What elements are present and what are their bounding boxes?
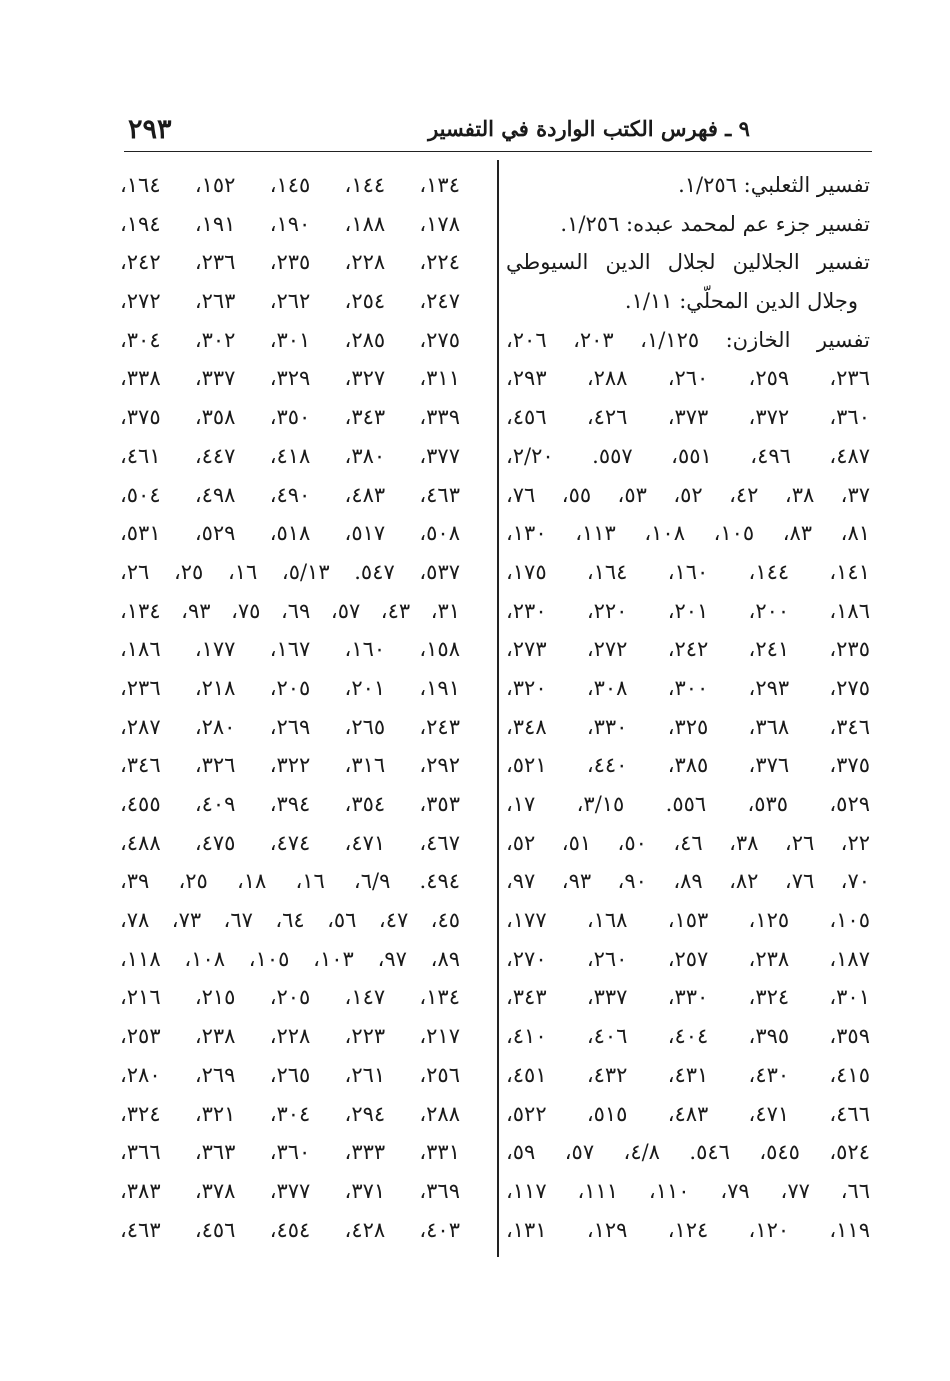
index-entry-line: تفسير جزء عم لمحمد عبده: ١/٢٥٦. bbox=[560, 211, 870, 236]
index-entry-line: ١٩١، ٢٠١، ٢٠٥، ٢١٨، ٢٣٦، bbox=[120, 675, 460, 700]
index-entry-line: ١٠٥، ١٢٥، ١٥٣، ١٦٨، ١٧٧، bbox=[506, 908, 870, 933]
index-entry-line: ٣٣١، ٣٣٣، ٣٦٠، ٣٦٣، ٣٦٦، bbox=[120, 1140, 460, 1165]
index-entry-line: ٤٥، ٤٧، ٥٦، ٦٤، ٦٧، ٧٣، ٧٨، bbox=[120, 908, 460, 933]
right-column bbox=[506, 166, 870, 1249]
index-entry-line: ٢٨٨، ٢٩٤، ٣٠٤، ٣٢١، ٣٢٤، bbox=[120, 1101, 460, 1126]
index-entry-line: ١٨٧، ٢٣٨، ٢٥٧، ٢٦٠، ٢٧٠، bbox=[506, 946, 870, 971]
index-entry-line: تفسير الخازن: ١/١٢٥، ٢٠٣، ٢٠٦، bbox=[506, 327, 870, 352]
index-entry-line: ٣٠١، ٣٢٤، ٣٣٠، ٣٣٧، ٣٤٣، bbox=[506, 985, 870, 1010]
index-entry-line: ٤٩٤. ٦/٩، ١٦، ١٨، ٢٥، ٣٩، bbox=[120, 869, 460, 894]
index-entry-line: ٨٩، ٩٧، ١٠٣، ١٠٥، ١٠٨، ١١٨، bbox=[120, 946, 460, 971]
index-entry-line: ٢٩٢، ٣١٦، ٣٢٢، ٣٢٦، ٣٤٦، bbox=[120, 753, 460, 778]
index-entry-line: ٢٤٣، ٢٦٥، ٢٦٩، ٢٨٠، ٢٨٧، bbox=[120, 714, 460, 739]
index-entry-line: ٢٣٦، ٢٥٩، ٢٦٠، ٢٨٨، ٢٩٣، bbox=[506, 366, 870, 391]
index-entry-line: ٥٠٨، ٥١٧، ٥١٨، ٥٢٩، ٥٣١، bbox=[120, 521, 460, 546]
index-entry-line: ١٣٤، ١٤٧، ٢٠٥، ٢١٥، ٢١٦، bbox=[120, 985, 460, 1010]
index-entry-line: ٣٧، ٣٨، ٤٢، ٥٢، ٥٣، ٥٥، ٧٦، bbox=[506, 482, 870, 507]
index-entry-line: ٣٥٩، ٣٩٥، ٤٠٤، ٤٠٦، ٤١٠، bbox=[506, 1024, 870, 1049]
index-entry-line: ١١٩، ١٢٠، ١٢٤، ١٢٩، ١٣١، bbox=[506, 1217, 870, 1242]
index-entry-line: ٤٨٧، ٤٩٦، ٥٥١، ٥٥٧. ٢/٢٠، bbox=[506, 443, 870, 468]
index-entry-line: ٤٦٦، ٤٧١، ٤٨٣، ٥١٥، ٥٢٢، bbox=[506, 1101, 870, 1126]
index-entry-line: ٥٢٤، ٥٤٥، ٥٤٦. ٤/٨، ٥٧، ٥٩، bbox=[506, 1140, 870, 1165]
index-entry-line: ١٥٨، ١٦٠، ١٦٧، ١٧٧، ١٨٦، bbox=[120, 637, 460, 662]
index-entry-line: ٣٦٩، ٣٧١، ٣٧٧، ٣٧٨، ٣٨٣، bbox=[120, 1178, 460, 1203]
index-entry-line: ٤١٥، ٤٣٠، ٤٣١، ٤٣٢، ٤٥١، bbox=[506, 1062, 870, 1087]
running-title: ٩ ـ فهرس الكتب الواردة في التفسير bbox=[428, 116, 750, 141]
index-entry-line: ٣٦٠، ٣٧٢، ٣٧٣، ٤٢٦، ٤٥٦، bbox=[506, 405, 870, 430]
index-entry-line: ٣٥٣، ٣٥٤، ٣٩٤، ٤٠٩، ٤٥٥، bbox=[120, 792, 460, 816]
index-entry-line: ٣٧٧، ٣٨٠، ٤١٨، ٤٤٧، ٤٦١، bbox=[120, 443, 460, 468]
index-entry-line: تفسير الثعلبي: ١/٢٥٦. bbox=[678, 173, 870, 197]
index-entry-line: ٢١٧، ٢٢٣، ٢٢٨، ٢٣٨، ٢٥٣، bbox=[120, 1024, 460, 1049]
index-entry-line: ٢٤٧، ٢٥٤، ٢٦٢، ٢٦٣، ٢٧٢، bbox=[120, 289, 460, 314]
index-entry-line: ٤٦٣، ٤٨٣، ٤٩٠، ٤٩٨، ٥٠٤، bbox=[120, 482, 460, 507]
column-divider bbox=[497, 160, 499, 1257]
index-entry-line: ٤٦٧، ٤٧١، ٤٧٤، ٤٧٥، ٤٨٨، bbox=[120, 830, 460, 855]
index-entry-line: ٣٤٦، ٣٦٨، ٣٢٥، ٣٣٠، ٣٤٨، bbox=[506, 714, 870, 739]
index-entry-line: ١٧٨، ١٨٨، ١٩٠، ١٩١، ١٩٤، bbox=[120, 211, 460, 236]
index-entry-line: ٢٥٦، ٢٦١، ٢٦٥، ٢٦٩، ٢٨٠، bbox=[120, 1062, 460, 1087]
page-header bbox=[124, 112, 872, 152]
index-entry-line: ٢٣٥، ٢٤١، ٢٤٢، ٢٧٢، ٢٧٣، bbox=[506, 637, 870, 662]
page-number: ٢٩٣ bbox=[128, 114, 172, 145]
index-entry-line: ٣٧٥، ٣٧٦، ٣٨٥، ٤٤٠، ٥٢١، bbox=[506, 753, 870, 778]
index-entry-line: ٣٣٩، ٣٤٣، ٣٥٠، ٣٥٨، ٣٧٥، bbox=[120, 405, 460, 430]
index-entry-line: ٢٧٥، ٢٨٥، ٣٠١، ٣٠٢، ٣٠٤، bbox=[120, 327, 460, 352]
index-entry-line: ١٨٦، ٢٠٠، ٢٠١، ٢٢٠، ٢٣٠، bbox=[506, 598, 870, 623]
index-entry-line: ٢٢٤، ٢٢٨، ٢٣٥، ٢٣٦، ٢٤٢، bbox=[120, 250, 460, 275]
index-entry-line: ٥٣٧، ٥٤٧. ٥/١٣، ١٦، ٢٥، ٢٦، bbox=[120, 559, 460, 584]
index-entry-line: ١٣٤، ١٤٤، ١٤٥، ١٥٢، ١٦٤، bbox=[120, 173, 460, 197]
index-entry-line: ٢٢، ٢٦، ٣٨، ٤٦، ٥٠، ٥١، ٥٢، bbox=[506, 830, 870, 855]
index-entry-line: ٢٧٥، ٢٩٣، ٣٠٠، ٣٠٨، ٣٢٠، bbox=[506, 675, 870, 700]
index-entry-line: ١٤١، ١٤٤، ١٦٠، ١٦٤، ١٧٥، bbox=[506, 559, 870, 584]
index-entry-line: ٣١، ٤٣، ٥٧، ٦٩، ٧٥، ٩٣، ١٣٤، bbox=[120, 598, 460, 623]
index-entry-line: ٥٢٩، ٥٣٥، ٥٥٦. ٣/١٥، ١٧، bbox=[506, 792, 870, 816]
index-entry-line: وجلال الدين المحلّي: ١/١١. bbox=[624, 289, 858, 314]
left-column bbox=[120, 166, 460, 1249]
index-entry-line: ٨١، ٨٣، ١٠٥، ١٠٨، ١١٣، ١٣٠، bbox=[506, 521, 870, 546]
index-entry-line: ٦٦، ٧٧، ٧٩، ١١٠، ١١١، ١١٧، bbox=[506, 1178, 870, 1203]
index-entry-line: ٣١١، ٣٢٧، ٣٢٩، ٣٣٧، ٣٣٨، bbox=[120, 366, 460, 391]
index-entry-line: ٤٠٣، ٤٢٨، ٤٥٤، ٤٥٦، ٤٦٣، bbox=[120, 1217, 460, 1242]
index-entry-line: تفسير الجلالين لجلال الدين السيوطي bbox=[506, 250, 870, 275]
index-entry-line: ٧٠، ٧٦، ٨٢، ٨٩، ٩٠، ٩٣، ٩٧، bbox=[506, 869, 870, 894]
